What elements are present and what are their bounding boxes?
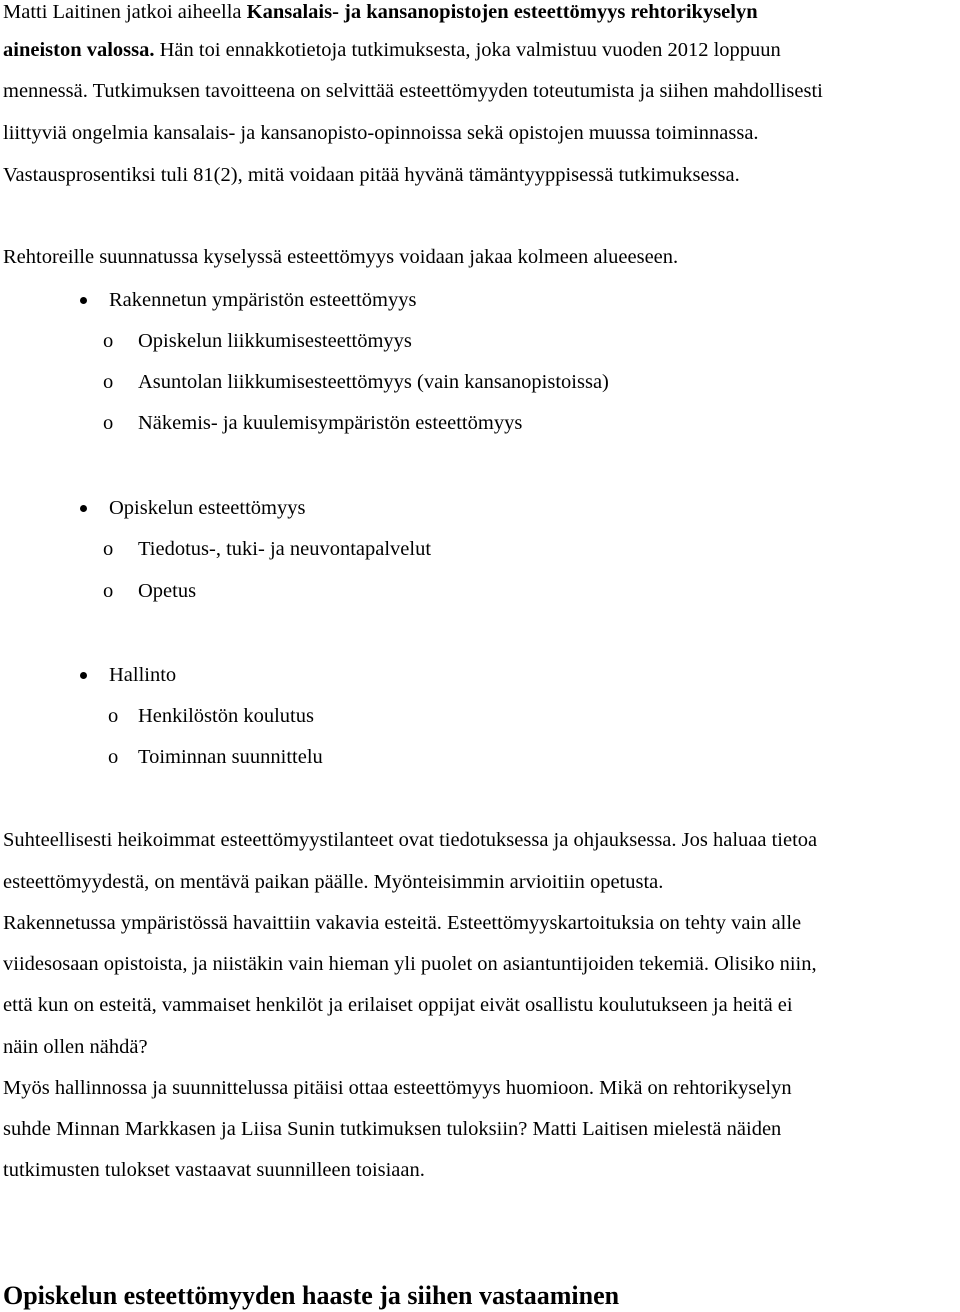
- intro-line-1-text: Matti Laitinen jatkoi aiheella: [3, 1, 247, 23]
- area-item-built-environment: Rakennetun ympäristön esteettömyys: [109, 289, 417, 311]
- sub-item: Asuntolan liikkumisesteettömyys (vain kansanopistoissa): [138, 371, 609, 393]
- intro-line-3: mennessä. Tutkimuksen tavoitteena on selvittää esteettömyyden toteutumista ja siihen mahdollisesti: [3, 80, 823, 102]
- intro-topic-title-part2: aineiston valossa.: [3, 39, 155, 61]
- sub-bullet-marker: o: [103, 371, 114, 393]
- sub-item: Tiedotus-, tuki- ja neuvontapalvelut: [138, 538, 432, 560]
- findings-line-4: viidesosaan opistoista, ja niistäkin vain hieman yli puolet on asiantuntijoiden tekemiä. Olisiko niin,: [3, 953, 817, 975]
- section-heading: Opiskelun esteettömyyden haaste ja siihen vastaaminen: [3, 1281, 620, 1310]
- sub-bullet-marker: o: [108, 705, 119, 727]
- sub-bullet-marker: o: [108, 746, 119, 768]
- sub-item: Opetus: [138, 580, 197, 602]
- area-item-administration: Hallinto: [109, 664, 177, 686]
- findings-line-8: suhde Minnan Markkasen ja Liisa Sunin tutkimuksen tuloksiin? Matti Laitisen mielestä näiden: [3, 1118, 782, 1140]
- sub-bullet-marker: o: [103, 538, 114, 560]
- findings-line-6: näin ollen nähdä?: [3, 1036, 148, 1058]
- intro-line-1: [3, 0, 758, 24]
- intro-line-2: [3, 38, 781, 62]
- sub-bullet-marker: o: [103, 580, 114, 602]
- intro-line-5: Vastausprosentiksi tuli 81(2), mitä voidaan pitää hyvänä tämäntyyppisessä tutkimuksessa.: [3, 164, 740, 186]
- sub-item: Näkemis- ja kuulemisympäristön esteettömyys: [138, 412, 523, 434]
- findings-line-1: Suhteellisesti heikoimmat esteettömyystilanteet ovat tiedotuksessa ja ohjauksessa. Jos haluaa tietoa: [3, 829, 818, 851]
- bullet-dot-icon: [80, 297, 87, 304]
- sub-item: Opiskelun liikkumisesteettömyys: [138, 330, 412, 352]
- sub-item: Toiminnan suunnittelu: [138, 746, 323, 768]
- intro-topic-title-part1: Kansalais- ja kansanopistojen esteettömyys rehtorikyselyn: [246, 1, 758, 23]
- sub-bullet-marker: o: [103, 412, 114, 434]
- bullet-dot-icon: [80, 672, 87, 679]
- area-item-study-accessibility: Opiskelun esteettömyys: [109, 497, 306, 519]
- sub-item: Henkilöstön koulutus: [138, 705, 314, 727]
- areas-intro: Rehtoreille suunnatussa kyselyssä esteettömyys voidaan jakaa kolmeen alueeseen.: [3, 246, 679, 268]
- findings-line-2: esteettömyydestä, on mentävä paikan päälle. Myönteisimmin arvioitiin opetusta.: [3, 871, 664, 893]
- findings-line-7: Myös hallinnossa ja suunnittelussa pitäisi ottaa esteettömyys huomioon. Mikä on rehtorikyselyn: [3, 1077, 792, 1099]
- findings-line-3: Rakennetussa ympäristössä havaittiin vakavia esteitä. Esteettömyyskartoituksia on tehty vain alle: [3, 912, 802, 934]
- findings-line-9: tutkimusten tulokset vastaavat suunnilleen toisiaan.: [3, 1159, 425, 1181]
- intro-line-4: liittyviä ongelmia kansalais- ja kansanopisto-opinnoissa sekä opistojen muussa toiminnassa.: [3, 122, 759, 144]
- bullet-dot-icon: [80, 505, 87, 512]
- sub-bullet-marker: o: [103, 330, 114, 352]
- intro-line-2-text: Hän toi ennakkotietoja tutkimuksesta, joka valmistuu vuoden 2012 loppuun: [154, 39, 781, 61]
- findings-line-5: että kun on esteitä, vammaiset henkilöt ja erilaiset oppijat eivät osallistu koulutukseen ja heitä ei: [3, 994, 793, 1016]
